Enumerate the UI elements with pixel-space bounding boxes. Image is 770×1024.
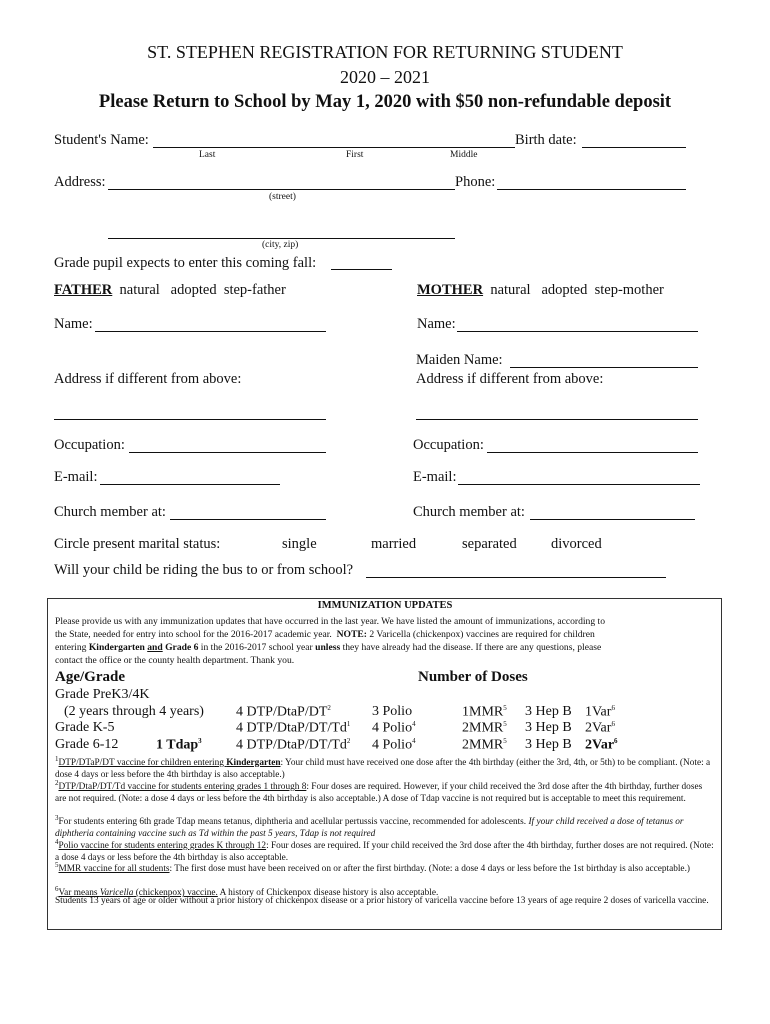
row3-mmr: 2MMR$^5$ — [462, 720, 507, 736]
imm-intro-3: entering Kindergarten and Grade 6 in the 2016-2017 school year unless they have already had the disease. If there are any questions, please — [55, 642, 602, 653]
mother-church-field[interactable] — [530, 519, 695, 520]
grade-field[interactable] — [331, 269, 392, 270]
phone-label: Phone: — [455, 174, 496, 190]
row4-mmr: 2MMR$^5$ — [462, 737, 507, 753]
father-occupation-label: Occupation: — [54, 437, 125, 453]
footnote-3: $^3$For students entering 6th grade Tdap means tetanus, diphtheria and acellular pertussis vaccine, recommended for adolescents. If your child received a dose of tetanus or diphtheria containing vaccine such as Td within the past 5 years, Tdap is not required — [55, 814, 684, 839]
marital-label: Circle present marital status: — [54, 536, 221, 552]
col-age-grade: Age/Grade — [55, 669, 125, 685]
footnote-2: $^2$DTP/DtaP/DT/Td vaccine for students entering grades 1 through 8: Four doses are required. However, if your child received the 3rd dose after the 4th birthday, further doses are not required. (Note: a dose 4 days or less before the 4th birthday is also acceptable.) A dose of Tdap vaccine is not required but is acceptable to meet this requirement. — [55, 779, 703, 804]
title-line-3: Please Return to School by May 1, 2020 with $50 non-refundable deposit — [98, 92, 672, 112]
row2-polio: 3 Polio — [372, 704, 413, 719]
row3-polio: 4 Polio$^4$ — [372, 720, 416, 736]
row4-var: 2Var$^6$ — [585, 737, 618, 753]
row2-dtp: 4 DTP/$DtaP/DT^2$ — [236, 704, 331, 720]
father-church-label: Church member at: — [54, 504, 166, 520]
address-street-field[interactable] — [108, 189, 455, 190]
row2-var: 1Var$^6$ — [585, 704, 615, 720]
marital-married[interactable]: married — [371, 536, 417, 552]
address-city-field[interactable] — [108, 238, 455, 239]
row4-age: Grade 6-12 — [55, 737, 119, 752]
mother-church-label: Church member at: — [413, 504, 525, 520]
mother-email-field[interactable] — [458, 484, 700, 485]
birth-date-label: Birth date: — [515, 132, 577, 148]
footnote-7: Students 13 years of age or older without a prior history of chickenpox disease or a prior history of varicella vaccine before 13 years of age require 2 doses of varicella vaccine. — [55, 896, 709, 906]
last-caption: Last — [199, 150, 216, 160]
footnote-5: $^5$MMR vaccine for all students: The first dose must have been received on or after the first birthday. (Note: a dose 4 days or less before the 1st birthday is also acceptable.) — [55, 861, 690, 875]
student-name-label: Student's Name: — [54, 132, 149, 148]
street-caption: (street) — [269, 192, 296, 202]
father-occupation-field[interactable] — [129, 452, 326, 453]
row4-tdap: 1 Tdap$^3$ — [156, 737, 202, 753]
imm-intro-4: contact the office or the county health department. Thank you. — [55, 655, 295, 666]
father-name-label: Name: — [54, 316, 93, 332]
imm-intro-1: Please provide us with any immunization updates that have occurred in the last year. We have listed the amount of immunizations, according to — [55, 616, 606, 627]
row3-hep: 3 Hep B — [525, 720, 572, 735]
mother-address-field[interactable] — [416, 419, 698, 420]
title-line-1: ST. STEPHEN REGISTRATION FOR RETURNING STUDENT — [147, 42, 623, 62]
row-prek-age: Grade PreK3/4K — [55, 687, 150, 702]
footnote-1: $^1$DTP/DTaP/DT vaccine for children entering Kindergarten: Your child must have received one dose after the 4th birthday (either the 3rd, 4th, or 5th) to be compliant. (Note: a dose 4 days or less before the 4th birthday is also acceptable.) — [55, 755, 711, 780]
immunization-heading: IMMUNIZATION UPDATES — [317, 600, 453, 611]
father-name-field[interactable] — [95, 331, 326, 332]
father-heading-row: FATHER natural adopted step-father — [54, 282, 286, 298]
father-address-field[interactable] — [54, 419, 326, 420]
mother-name-label: Name: — [417, 316, 456, 332]
maiden-name-label: Maiden Name: — [416, 352, 503, 368]
imm-intro-2: the State, needed for entry into school for the 2016-2017 academic year. NOTE: 2 Varicella (chickenpox) vaccines are required for children — [55, 629, 595, 640]
mother-name-field[interactable] — [457, 331, 698, 332]
title-line-2: 2020 – 2021 — [340, 67, 430, 87]
footnote-4: $^4$Polio vaccine for students entering grades K through 12: Four doses are required. If your child received the 3rd dose after the 4th birthday, further doses are not required. (Note: a dose 4 days or less before the 4th birthday is also acceptable. — [55, 838, 714, 863]
grade-label: Grade pupil expects to enter this coming fall: — [54, 255, 317, 271]
maiden-name-field[interactable] — [510, 367, 698, 368]
father-email-field[interactable] — [100, 484, 280, 485]
birth-date-field[interactable] — [582, 147, 686, 148]
father-church-field[interactable] — [170, 519, 326, 520]
mother-occupation-label: Occupation: — [413, 437, 484, 453]
bus-field[interactable] — [366, 577, 666, 578]
mother-heading-row: MOTHER natural adopted step-mother — [417, 282, 664, 298]
row3-dtp: 4 DTP/DtaP/DT/Td$^1$ — [236, 720, 351, 736]
footnote-6: $^6$Var means Varicella (chickenpox) vaccine. A history of Chickenpox disease history is also acceptable. — [55, 885, 439, 899]
father-address-label: Address if different from above: — [54, 371, 242, 387]
col-number-of-doses: Number of Doses — [418, 669, 528, 685]
marital-separated[interactable]: separated — [462, 536, 517, 552]
row3-age: Grade K-5 — [55, 720, 115, 735]
row4-polio: 4 Polio$^4$ — [372, 737, 416, 753]
mother-email-label: E-mail: — [413, 469, 457, 485]
row2-age: (2 years through 4 years) — [64, 704, 204, 719]
marital-divorced[interactable]: divorced — [551, 536, 602, 552]
first-caption: First — [346, 150, 364, 160]
row4-hep: 3 Hep B — [525, 737, 572, 752]
phone-field[interactable] — [497, 189, 686, 190]
address-label: Address: — [54, 174, 106, 190]
row2-mmr: 1MMR$^5$ — [462, 704, 507, 720]
cityzip-caption: (city, zip) — [262, 240, 299, 250]
bus-label: Will your child be riding the bus to or from school? — [54, 562, 354, 578]
row2-hep: 3 Hep B — [525, 704, 572, 719]
mother-occupation-field[interactable] — [487, 452, 698, 453]
row3-var: 2Var$^6$ — [585, 720, 615, 736]
row4-dtp: 4 DTP/DtaP/DT/Td$^2$ — [236, 737, 351, 753]
middle-caption: Middle — [450, 150, 478, 160]
student-name-field[interactable] — [153, 147, 515, 148]
father-email-label: E-mail: — [54, 469, 98, 485]
marital-single[interactable]: single — [282, 536, 317, 552]
mother-address-label: Address if different from above: — [416, 371, 604, 387]
